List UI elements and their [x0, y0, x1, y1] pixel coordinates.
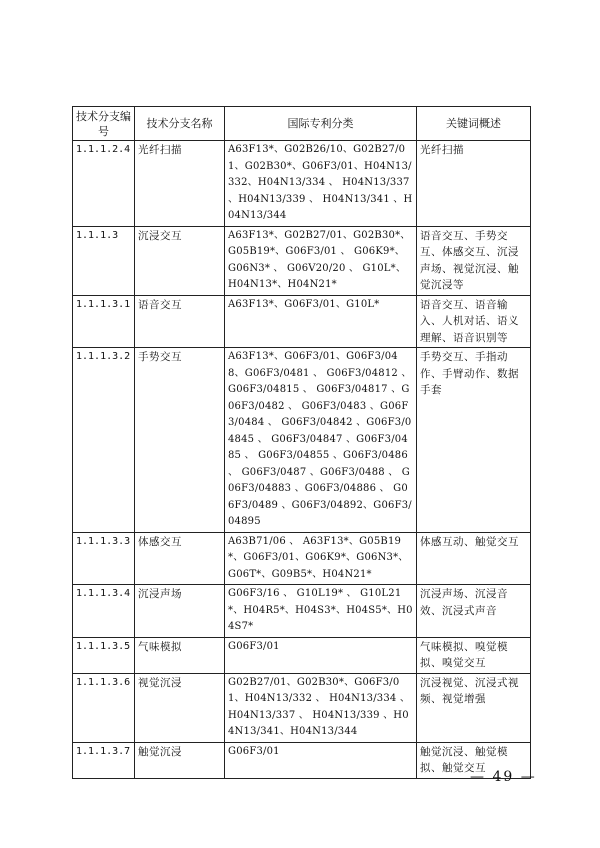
ipc-cell: A63B71/06 、 A63F13*、G05B19*、G06F3/01、G06K9*、G06N3*、G06T*、G09B5*、H04N21* — [225, 532, 417, 585]
table-row — [73, 226, 531, 295]
ipc-cell: A63F13*、G06F3/01、G10L* — [225, 295, 417, 348]
ipc-cell: G06F3/01 — [225, 742, 417, 778]
table-row — [73, 673, 531, 742]
keywords-cell: 语音交互、语音输入、人机对话、语义理解、语音识别等 — [417, 295, 531, 348]
ipc-cell: A63F13*、G02B26/10、G02B27/01、G02B30*、G06F3/01、H04N13/332、H04N13/334 、 H04N13/337 、H04N13/339 、 H04N13/341 、H04N13/344 — [225, 141, 417, 227]
ipc-cell: G02B27/01、G02B30*、G06F3/01、H04N13/332 、 H04N13/334 、H04N13/337 、 H04N13/339 、H04N13/341、H04N13/344 — [225, 673, 417, 742]
header-branch-name: 技术分支名称 — [135, 107, 225, 141]
branch-code-cell: 1.1.1.2.4 — [73, 141, 135, 227]
table-body — [73, 141, 531, 779]
branch-name-cell: 视觉沉浸 — [135, 673, 225, 742]
branch-code-cell: 1.1.1.3.1 — [73, 295, 135, 348]
branch-code-cell: 1.1.1.3.2 — [73, 348, 135, 533]
keywords-cell: 语音交互、手势交互、体感交互、沉浸声场、视觉沉浸、触觉沉浸等 — [417, 226, 531, 295]
branch-name-cell: 气味模拟 — [135, 637, 225, 673]
table-row — [73, 532, 531, 585]
branch-name-cell: 沉浸交互 — [135, 226, 225, 295]
keywords-cell: 光纤扫描 — [417, 141, 531, 227]
ipc-cell: A63F13*、G02B27/01、G02B30*、G05B19*、G06F3/01 、 G06K9*、G06N3* 、 G06V20/20 、 G10L*、H04N13*、H04N21* — [225, 226, 417, 295]
branch-code-cell: 1.1.1.3.4 — [73, 585, 135, 638]
branch-name-cell: 触觉沉浸 — [135, 742, 225, 778]
ipc-cell: G06F3/01 — [225, 637, 417, 673]
branch-name-cell: 语音交互 — [135, 295, 225, 348]
ipc-cell: A63F13*、G06F3/01、G06F3/048、G06F3/0481 、 G06F3/04812 、G06F3/04815 、 G06F3/04817 、G06F3/0482 、 G06F3/0483 、G06F3/0484 、 G06F3/04842 、G06F3/04845 、 G06F3/04847 、G06F3/0485 、 G06F3/04855 、G06F3/0486 、 G06F3/0487 、G06F3/0488 、 G06F3/04883 、G06F3/04886 、 G06F3/0489 、G06F3/04892、G06F3/04895 — [225, 348, 417, 533]
page-number: — 49 — — [470, 769, 537, 785]
branch-code-cell: 1.1.1.3.3 — [73, 532, 135, 585]
branch-code-cell: 1.1.1.3.6 — [73, 673, 135, 742]
branch-code-cell: 1.1.1.3.7 — [73, 742, 135, 778]
header-branch-code: 技术分支编号 — [73, 107, 135, 141]
keywords-cell: 体感互动、触觉交互 — [417, 532, 531, 585]
table-row — [73, 141, 531, 227]
table-row — [73, 637, 531, 673]
header-ipc: 国际专利分类 — [225, 107, 417, 141]
keywords-cell: 气味模拟、嗅觉模拟、嗅觉交互 — [417, 637, 531, 673]
keywords-cell: 触觉沉浸、触觉模拟、触觉交互 — [417, 742, 531, 778]
branch-code-cell: 1.1.1.3 — [73, 226, 135, 295]
keywords-cell: 沉浸视觉、沉浸式视频、视觉增强 — [417, 673, 531, 742]
branch-code-cell: 1.1.1.3.5 — [73, 637, 135, 673]
branch-name-cell: 沉浸声场 — [135, 585, 225, 638]
header-keywords: 关键词概述 — [417, 107, 531, 141]
ipc-cell: G06F3/16 、 G10L19* 、 G10L21*、H04R5*、H04S3*、H04S5*、H04S7* — [225, 585, 417, 638]
branch-name-cell: 体感交互 — [135, 532, 225, 585]
keywords-cell: 沉浸声场、沉浸音效、沉浸式声音 — [417, 585, 531, 638]
table-header-row — [73, 107, 531, 141]
branch-name-cell: 光纤扫描 — [135, 141, 225, 227]
branch-name-cell: 手势交互 — [135, 348, 225, 533]
table-row — [73, 348, 531, 533]
table-row — [73, 742, 531, 778]
keywords-cell: 手势交互、手指动作、手臂动作、数据手套 — [417, 348, 531, 533]
table-row — [73, 295, 531, 348]
table-row — [73, 585, 531, 638]
patent-classification-table — [72, 106, 531, 779]
